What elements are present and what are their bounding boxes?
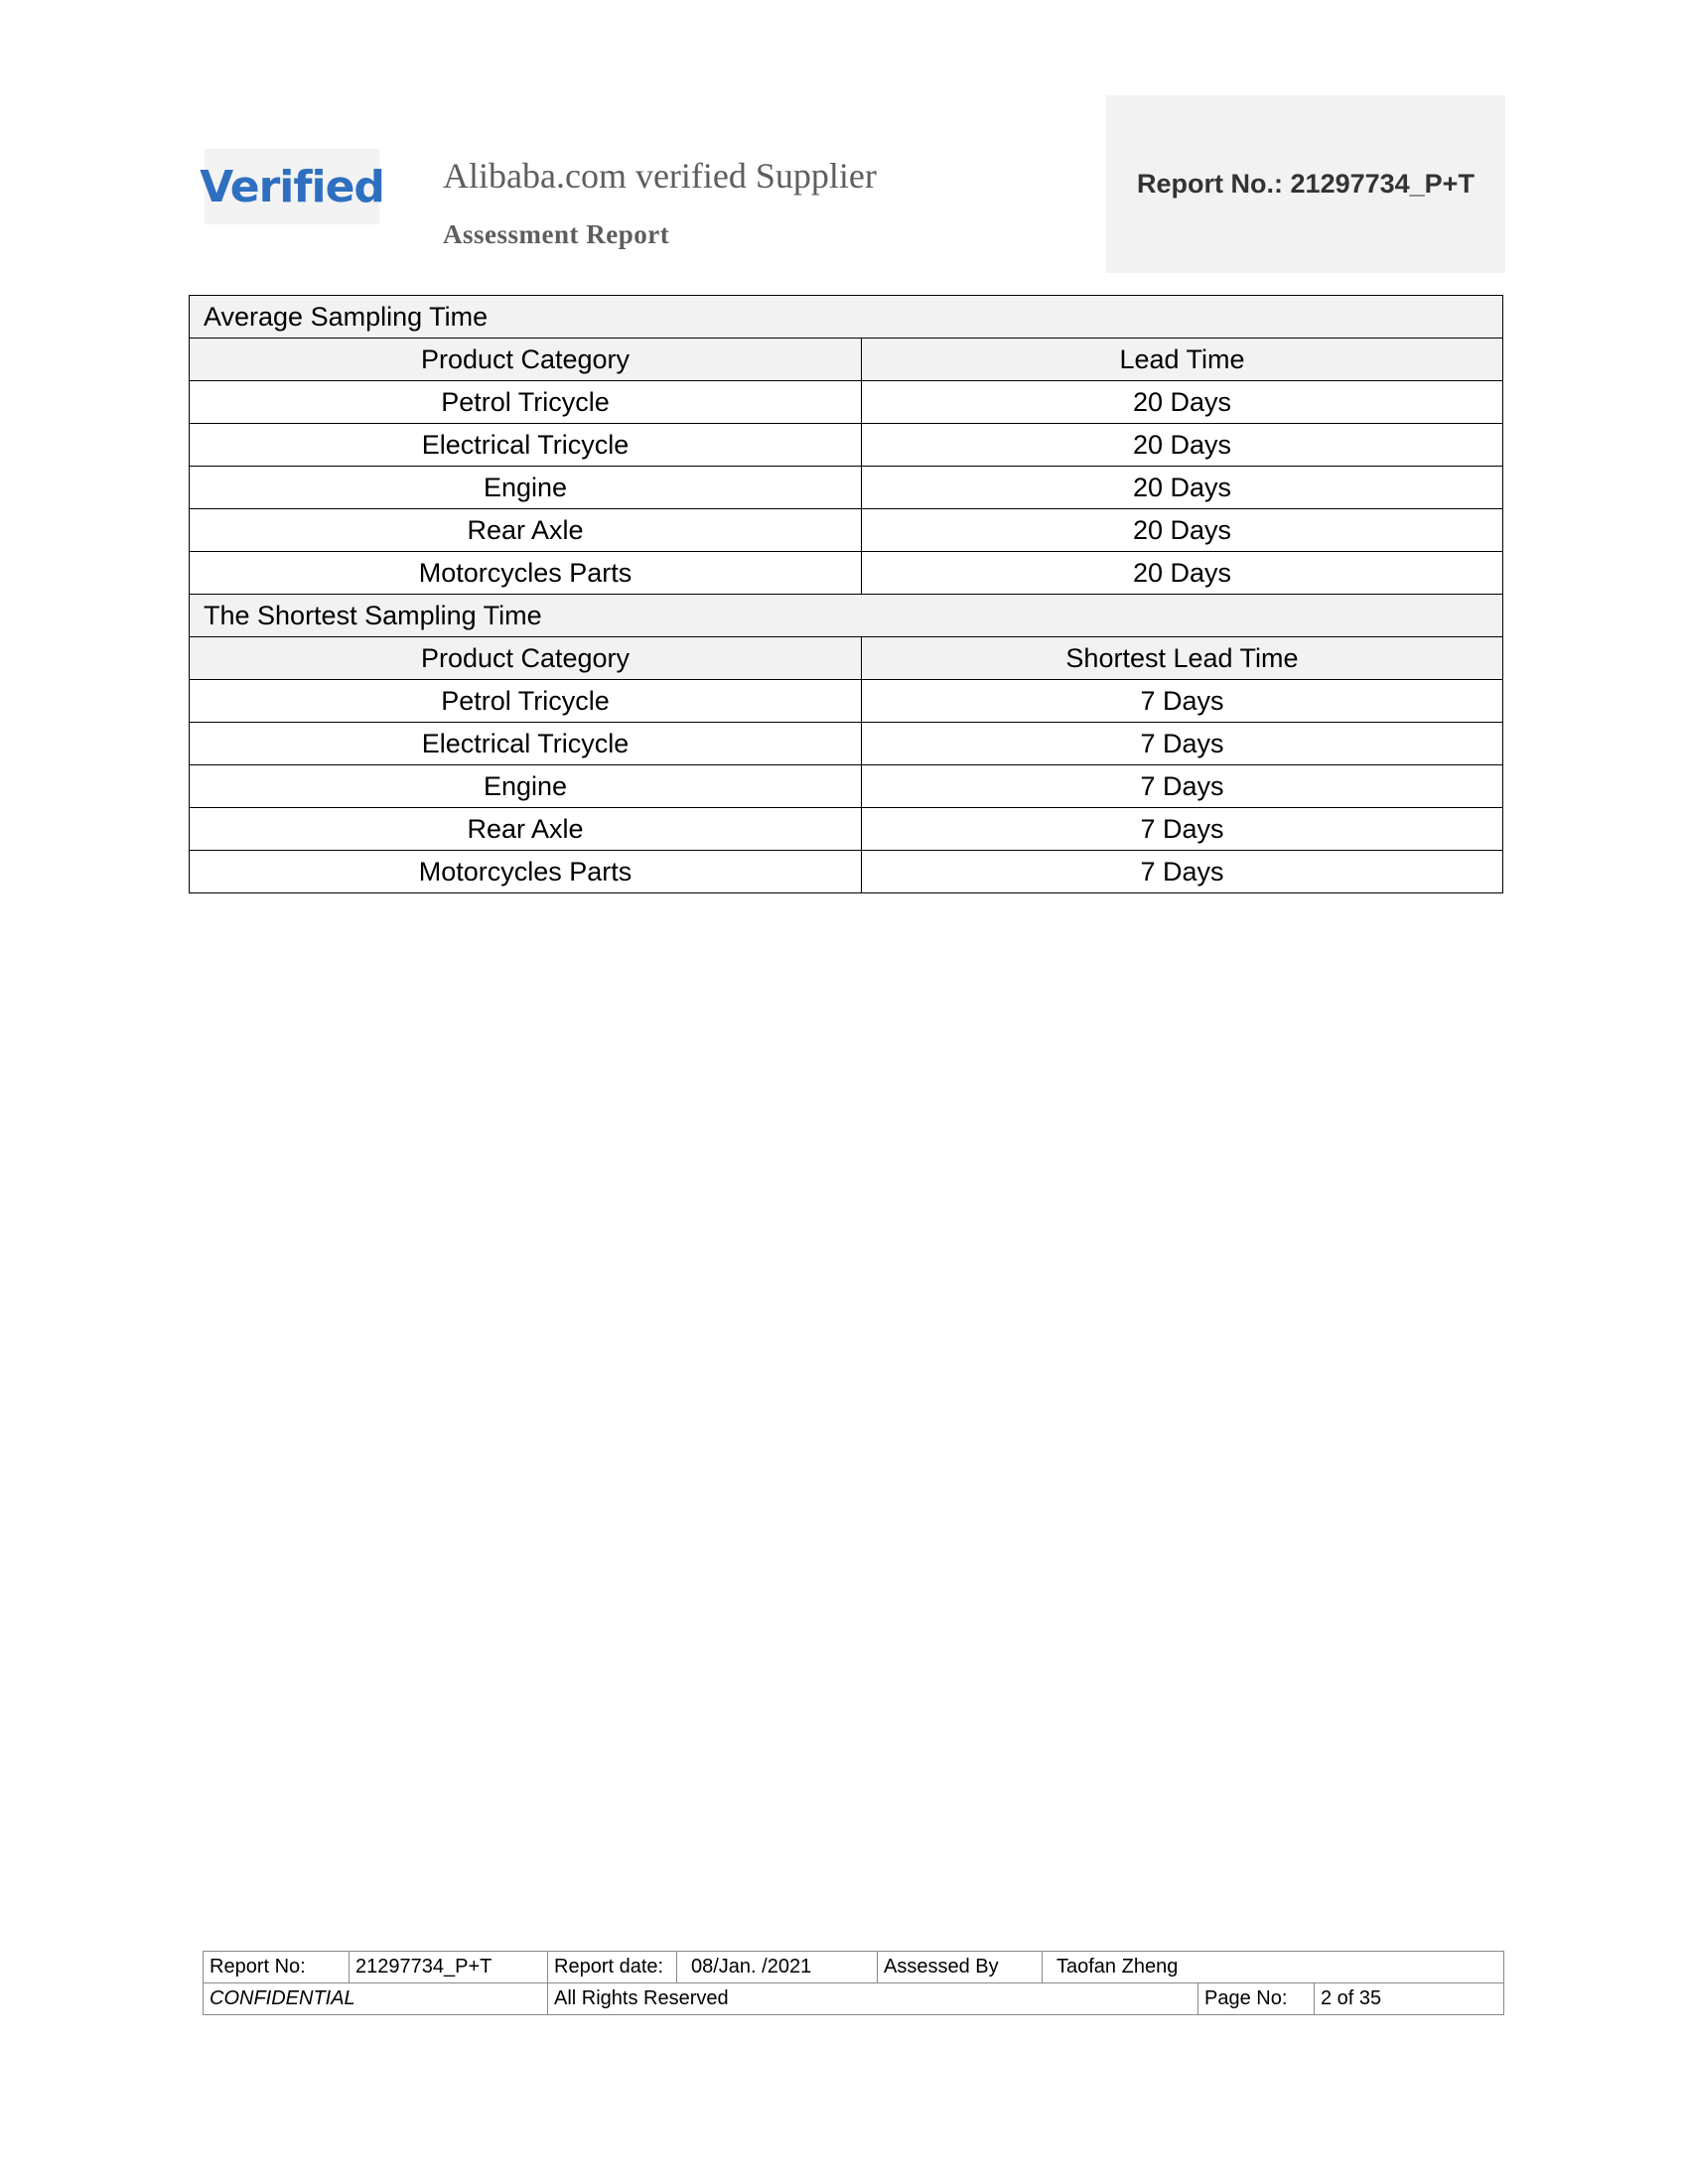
shortest-sampling-section-row bbox=[190, 595, 1503, 637]
column-header-shortest-lead-time: Shortest Lead Time bbox=[862, 637, 1503, 680]
shortest-lead-time-cell: 7 Days bbox=[862, 680, 1503, 723]
report-number-label: Report No.: 21297734_P+T bbox=[1137, 169, 1475, 199]
footer-page-no-label: Page No: bbox=[1198, 1983, 1315, 2015]
product-category-cell: Electrical Tricycle bbox=[190, 723, 862, 765]
footer-report-no-label: Report No: bbox=[204, 1952, 350, 1983]
table-row bbox=[190, 680, 1503, 723]
lead-time-cell: 20 Days bbox=[862, 381, 1503, 424]
product-category-cell: Motorcycles Parts bbox=[190, 552, 862, 595]
shortest-sampling-header-row bbox=[190, 637, 1503, 680]
product-category-cell: Electrical Tricycle bbox=[190, 424, 862, 467]
footer-row-bottom bbox=[204, 1983, 1504, 2015]
shortest-lead-time-cell: 7 Days bbox=[862, 851, 1503, 893]
footer-row-top bbox=[204, 1952, 1504, 1983]
table-row bbox=[190, 808, 1503, 851]
table-row bbox=[190, 723, 1503, 765]
lead-time-cell: 20 Days bbox=[862, 467, 1503, 509]
average-sampling-title: Average Sampling Time bbox=[190, 296, 1503, 339]
footer-confidential: CONFIDENTIAL bbox=[204, 1983, 548, 2015]
table-row bbox=[190, 765, 1503, 808]
column-header-product-category: Product Category bbox=[190, 637, 862, 680]
product-category-cell: Engine bbox=[190, 765, 862, 808]
table-row bbox=[190, 552, 1503, 595]
verified-logo bbox=[200, 149, 384, 224]
average-sampling-header-row bbox=[190, 339, 1503, 381]
sampling-time-table bbox=[189, 295, 1503, 893]
footer-report-date-value: 08/Jan. /2021 bbox=[677, 1952, 878, 1983]
footer-assessed-by-label: Assessed By bbox=[878, 1952, 1043, 1983]
table-row bbox=[190, 851, 1503, 893]
shortest-lead-time-cell: 7 Days bbox=[862, 765, 1503, 808]
page-footer bbox=[203, 1951, 1504, 2015]
product-category-cell: Rear Axle bbox=[190, 509, 862, 552]
report-number-box bbox=[1106, 95, 1505, 273]
average-sampling-section-row bbox=[190, 296, 1503, 339]
footer-report-no-value: 21297734_P+T bbox=[350, 1952, 548, 1983]
shortest-lead-time-cell: 7 Days bbox=[862, 808, 1503, 851]
shortest-sampling-title: The Shortest Sampling Time bbox=[190, 595, 1503, 637]
column-header-product-category: Product Category bbox=[190, 339, 862, 381]
product-category-cell: Rear Axle bbox=[190, 808, 862, 851]
product-category-cell: Petrol Tricycle bbox=[190, 680, 862, 723]
supplier-title: Alibaba.com verified Supplier bbox=[443, 156, 877, 196]
footer-report-date-label: Report date: bbox=[548, 1952, 677, 1983]
lead-time-cell: 20 Days bbox=[862, 424, 1503, 467]
product-category-cell: Petrol Tricycle bbox=[190, 381, 862, 424]
footer-page-no-value: 2 of 35 bbox=[1315, 1983, 1504, 2015]
assessment-report-title: Assessment Report bbox=[443, 219, 670, 249]
column-header-lead-time: Lead Time bbox=[862, 339, 1503, 381]
table-row bbox=[190, 467, 1503, 509]
product-category-cell: Engine bbox=[190, 467, 862, 509]
lead-time-cell: 20 Days bbox=[862, 552, 1503, 595]
product-category-cell: Motorcycles Parts bbox=[190, 851, 862, 893]
table-row bbox=[190, 424, 1503, 467]
lead-time-cell: 20 Days bbox=[862, 509, 1503, 552]
footer-assessed-by-value: Taofan Zheng bbox=[1043, 1952, 1504, 1983]
table-row bbox=[190, 509, 1503, 552]
table-row bbox=[190, 381, 1503, 424]
footer-rights: All Rights Reserved bbox=[548, 1983, 1198, 2015]
verified-logo-text: Verified bbox=[200, 161, 384, 212]
shortest-lead-time-cell: 7 Days bbox=[862, 723, 1503, 765]
